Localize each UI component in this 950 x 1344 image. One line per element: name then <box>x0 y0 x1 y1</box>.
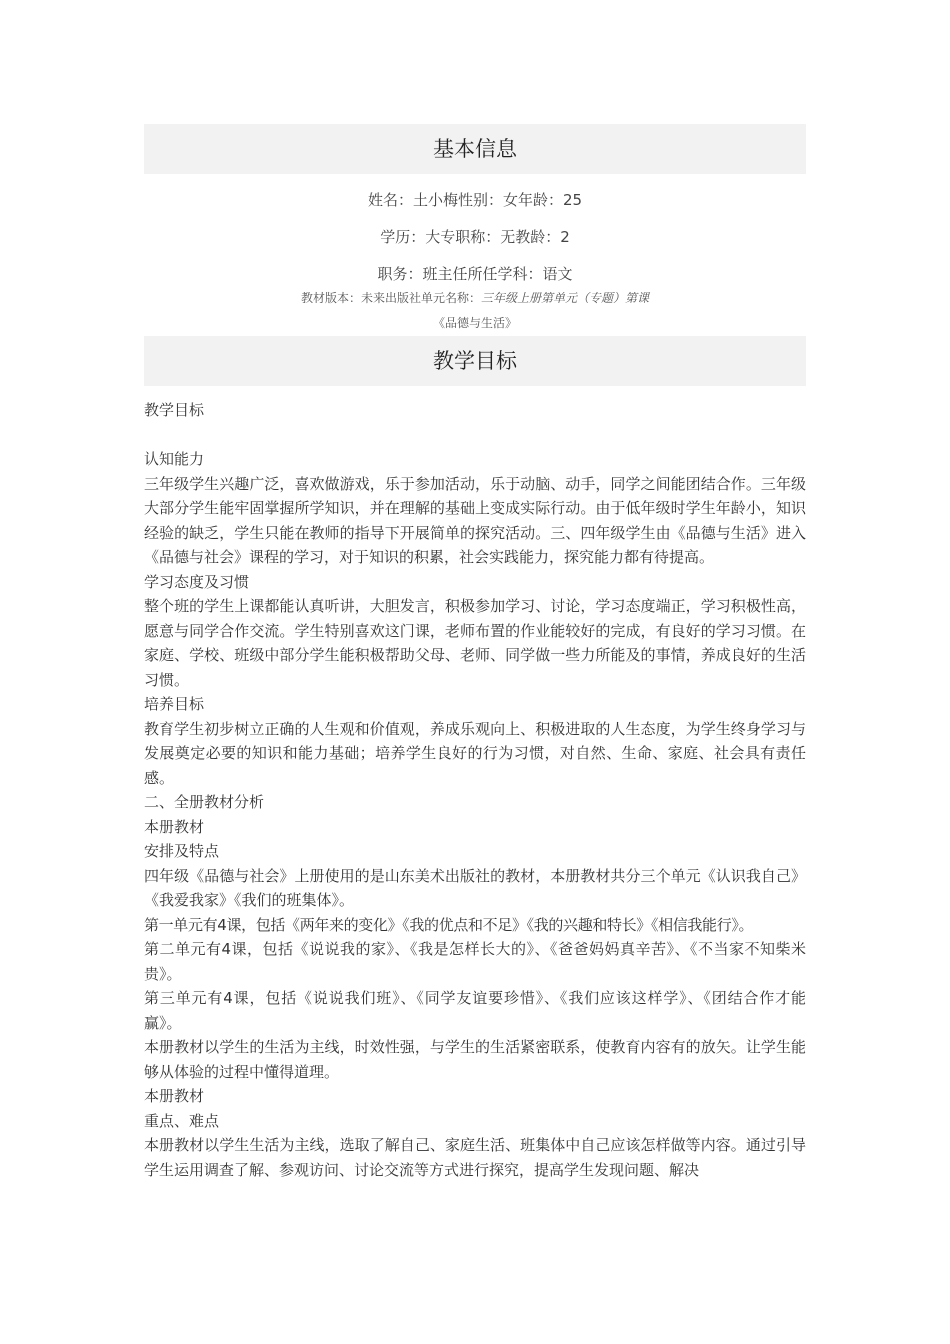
paragraph-unit-three: 第三单元有4课，包括《说说我们班》、《同学友谊要珍惜》、《我们应该这样学》、《团结合作才能赢》。 <box>144 989 806 1032</box>
blank-line <box>144 423 806 448</box>
content-body <box>144 398 806 1182</box>
heading-this-textbook: 本册教材 <box>144 817 205 836</box>
heading-key-points: 重点、难点 <box>144 1111 220 1130</box>
heading-this-textbook-2: 本册教材 <box>144 1087 205 1105</box>
paragraph-unit-two: 第二单元有4课，包括《说说我的家》、《我是怎样长大的》、《爸爸妈妈真辛苦》、《不当家不知柴米贵》。 <box>144 940 806 983</box>
paragraph-key-points: 本册教材以学生生活为主线，选取了解自己、家庭生活、班集体中自己应该怎样做等内容。通过引导学生运用调查了解、参观访问、讨论交流等方式进行探究，提高学生发现问题、解决 <box>144 1136 806 1179</box>
document <box>144 124 806 1182</box>
text-teaching-goals: 教学目标 <box>144 401 205 419</box>
info-name-gender-age: 姓名：土小梅性别：女年龄：25 <box>367 191 583 209</box>
info-education-title-years: 学历：大专职称：无教龄：2 <box>380 228 570 246</box>
paragraph-textbook-overview: 四年级《品德与社会》上册使用的是山东美术出版社的教材，本册教材共分三个单元《认识我自己》《我爱我家》《我们的班集体》。 <box>144 866 806 909</box>
heading-textbook-analysis: 二、全册教材分析 <box>144 793 265 811</box>
heading-training-goals: 培养目标 <box>144 695 205 713</box>
heading-cognitive-ability: 认知能力 <box>144 450 205 468</box>
info-textbook-subject: 《品德与生活》 <box>432 316 517 330</box>
textbook-version-label: 教材版本：未来出版社单元名称： <box>300 291 481 305</box>
paragraph-main-line: 本册教材以学生的生活为主线，时效性强，与学生的生活紧密联系，使教育内容有的放矢。让学生能够从体验的过程中懂得道理。 <box>144 1038 806 1081</box>
textbook-unit-name: 三年级上册第单元（专题）第课 <box>481 291 650 305</box>
heading-learning-attitude: 学习态度及习惯 <box>144 572 250 591</box>
heading-arrangement: 安排及特点 <box>144 842 220 860</box>
paragraph-cognitive-ability: 三年级学生兴趣广泛，喜欢做游戏，乐于参加活动，乐于动脑、动手，同学之间能团结合作。三年级大部分学生能牢固掌握所学知识，并在理解的基础上变成实际行动。由于低年级时学生年龄小，知识经验的缺乏，学生只能在教师的指导下开展简单的探究活动。三、四年级学生由《品德与生活》进入《品德与社会》课程的学习，对于知识的积累，社会实践能力，探究能力都有待提高。 <box>144 474 806 566</box>
paragraph-learning-attitude: 整个班的学生上课都能认真听讲，大胆发言，积极参加学习、讨论，学习态度端正，学习积极性高，愿意与同学合作交流。学生特别喜欢这门课，老师布置的作业能较好的完成，有良好的学习习惯。在家庭、学校、班级中部分学生能积极帮助父母、老师、同学做一些力所能及的事情，养成良好的生活习惯。 <box>144 597 806 689</box>
section-title-basic-info: 基本信息 <box>144 124 806 174</box>
info-textbook <box>144 288 806 308</box>
section-title-teaching-goals: 教学目标 <box>144 336 806 386</box>
paragraph-unit-one: 第一单元有4课，包括《两年来的变化》《我的优点和不足》《我的兴趣和特长》《相信我能行》。 <box>144 915 754 934</box>
info-position-subject: 职务：班主任所任学科：语文 <box>377 265 573 283</box>
paragraph-training-goals: 教育学生初步树立正确的人生观和价值观，养成乐观向上、积极进取的人生态度，为学生终身学习与发展奠定必要的知识和能力基础；培养学生良好的行为习惯，对自然、生命、家庭、社会具有责任感。 <box>144 719 806 787</box>
